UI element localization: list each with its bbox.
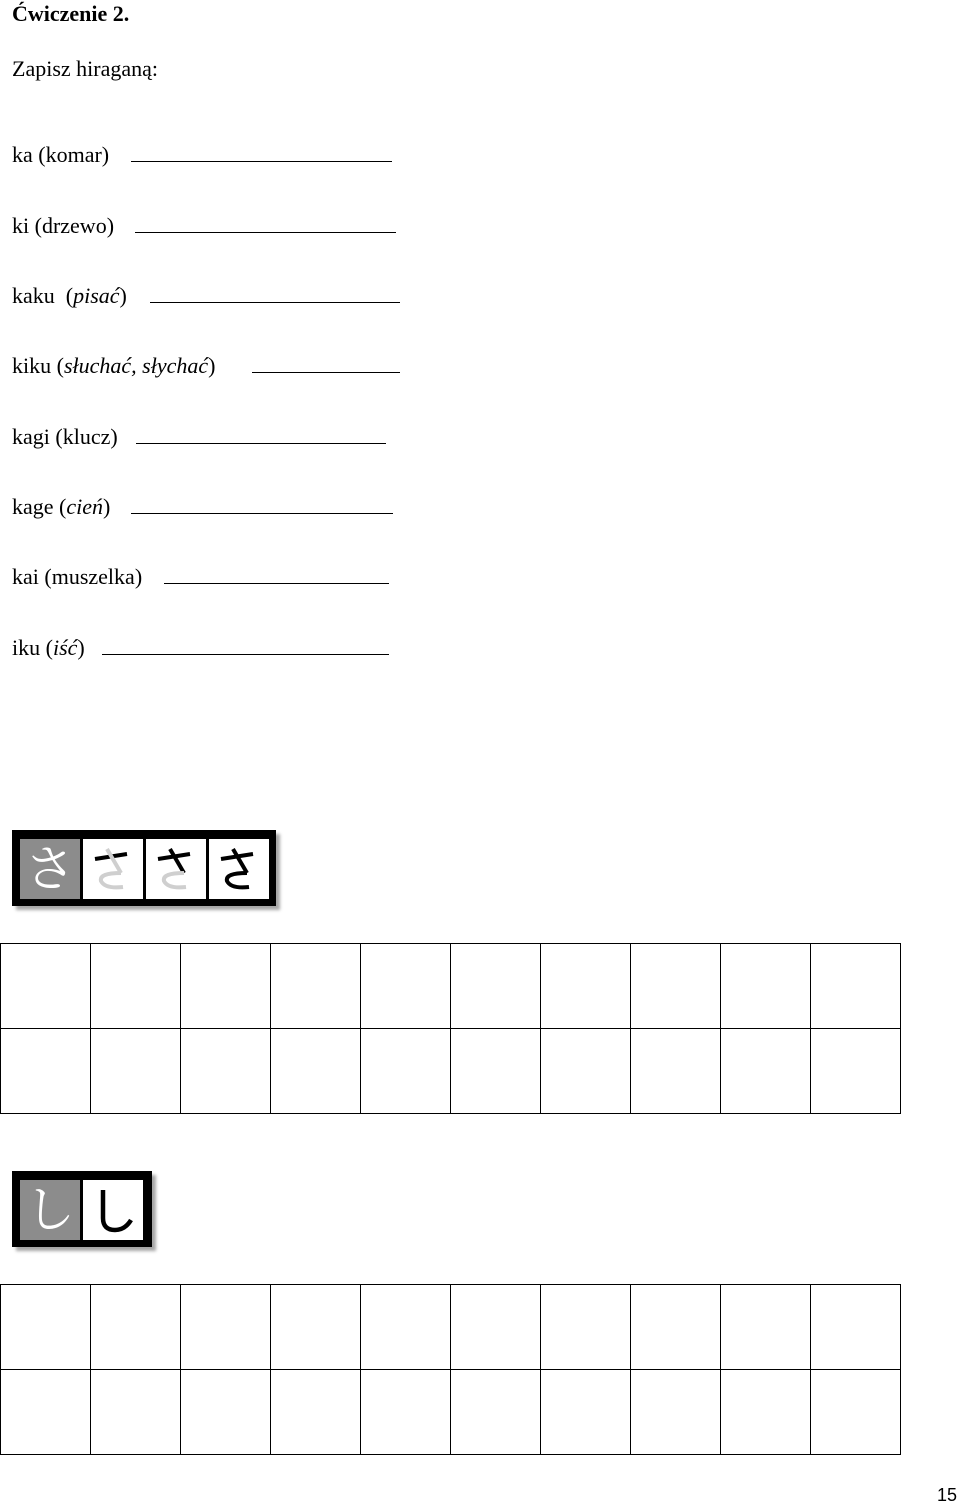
word-row-kaku: kaku (pisać) [12,283,127,308]
grid-cell[interactable] [1,944,91,1029]
grid-cell[interactable] [1,1029,91,1114]
grid-cell[interactable] [271,1370,361,1455]
grid-row [1,1029,901,1114]
grid-cell[interactable] [91,944,181,1029]
grid-cell[interactable] [1,1370,91,1455]
stroke-frame-3 [209,839,269,899]
grid-cell[interactable] [631,1029,721,1114]
practice-grid-shi [0,1284,901,1455]
stroke-frame-2 [146,839,206,899]
grid-cell[interactable] [811,944,901,1029]
word-row-kagi: kagi (klucz) [12,424,118,449]
word-meaning: komar [45,142,102,167]
word-meaning: muszelka [51,564,135,589]
answer-blank[interactable] [136,443,386,444]
word-row-kiku: kiku (słuchać, słychać) [12,353,216,378]
exercise-instruction: Zapisz hiraganą: [12,56,158,81]
grid-cell[interactable] [181,1029,271,1114]
stroke-frame-1 [83,1180,143,1240]
grid-cell[interactable] [631,944,721,1029]
grid-cell[interactable] [811,1370,901,1455]
answer-blank[interactable] [150,302,400,303]
exercise-heading: Ćwiczenie 2. [12,1,130,26]
word-row-kai: kai (muszelka) [12,564,143,589]
grid-cell[interactable] [361,944,451,1029]
grid-cell[interactable] [1,1285,91,1370]
grid-cell[interactable] [181,944,271,1029]
grid-cell[interactable] [361,1285,451,1370]
grid-cell[interactable] [361,1370,451,1455]
grid-cell[interactable] [541,1285,631,1370]
grid-cell[interactable] [271,1285,361,1370]
practice-grid-sa [0,943,901,1114]
stroke-order-shi [12,1171,152,1247]
grid-cell[interactable] [631,1370,721,1455]
word-romaji: kage [12,494,54,519]
grid-cell[interactable] [91,1285,181,1370]
grid-row [1,944,901,1029]
word-row-iku: iku (iść) [12,635,85,660]
word-romaji: ka [12,142,33,167]
word-meaning: klucz [62,424,111,449]
word-row-kage: kage (cień) [12,494,111,519]
word-romaji: kaku [12,283,55,308]
word-meaning: słuchać, słychać [63,353,209,378]
stroke-frame-complete: し [20,1180,80,1240]
grid-cell[interactable] [721,1285,811,1370]
grid-cell[interactable] [541,1029,631,1114]
grid-cell[interactable] [361,1029,451,1114]
grid-cell[interactable] [91,1370,181,1455]
word-meaning: cień [66,494,104,519]
grid-cell[interactable] [271,944,361,1029]
grid-row [1,1285,901,1370]
answer-blank[interactable] [135,232,396,233]
grid-cell[interactable] [541,944,631,1029]
grid-cell[interactable] [811,1285,901,1370]
word-row-ka: ka (komar) [12,142,110,167]
word-romaji: ki [12,213,30,238]
answer-blank[interactable] [164,583,389,584]
grid-cell[interactable] [451,1029,541,1114]
grid-cell[interactable] [451,1285,541,1370]
word-meaning: iść [52,635,78,660]
word-meaning: pisać [73,283,120,308]
stroke-frame-complete: さ [20,839,80,899]
grid-row [1,1370,901,1455]
word-romaji: iku [12,635,41,660]
grid-cell[interactable] [541,1370,631,1455]
grid-cell[interactable] [721,944,811,1029]
grid-cell[interactable] [181,1285,271,1370]
answer-blank[interactable] [102,654,389,655]
grid-cell[interactable] [451,944,541,1029]
grid-cell[interactable] [181,1370,271,1455]
answer-blank[interactable] [131,513,393,514]
word-romaji: kiku [12,353,52,378]
grid-cell[interactable] [721,1029,811,1114]
grid-cell[interactable] [451,1370,541,1455]
word-romaji: kai [12,564,39,589]
grid-cell[interactable] [631,1285,721,1370]
grid-cell[interactable] [721,1370,811,1455]
grid-cell[interactable] [811,1029,901,1114]
grid-cell[interactable] [91,1029,181,1114]
word-romaji: kagi [12,424,50,449]
answer-blank[interactable] [252,372,400,373]
answer-blank[interactable] [131,161,392,162]
word-row-ki: ki (drzewo) [12,213,115,238]
page-number: 15 [937,1485,958,1505]
stroke-frame-1 [83,839,143,899]
word-meaning: drzewo [41,213,107,238]
stroke-order-sa [12,830,276,906]
grid-cell[interactable] [271,1029,361,1114]
